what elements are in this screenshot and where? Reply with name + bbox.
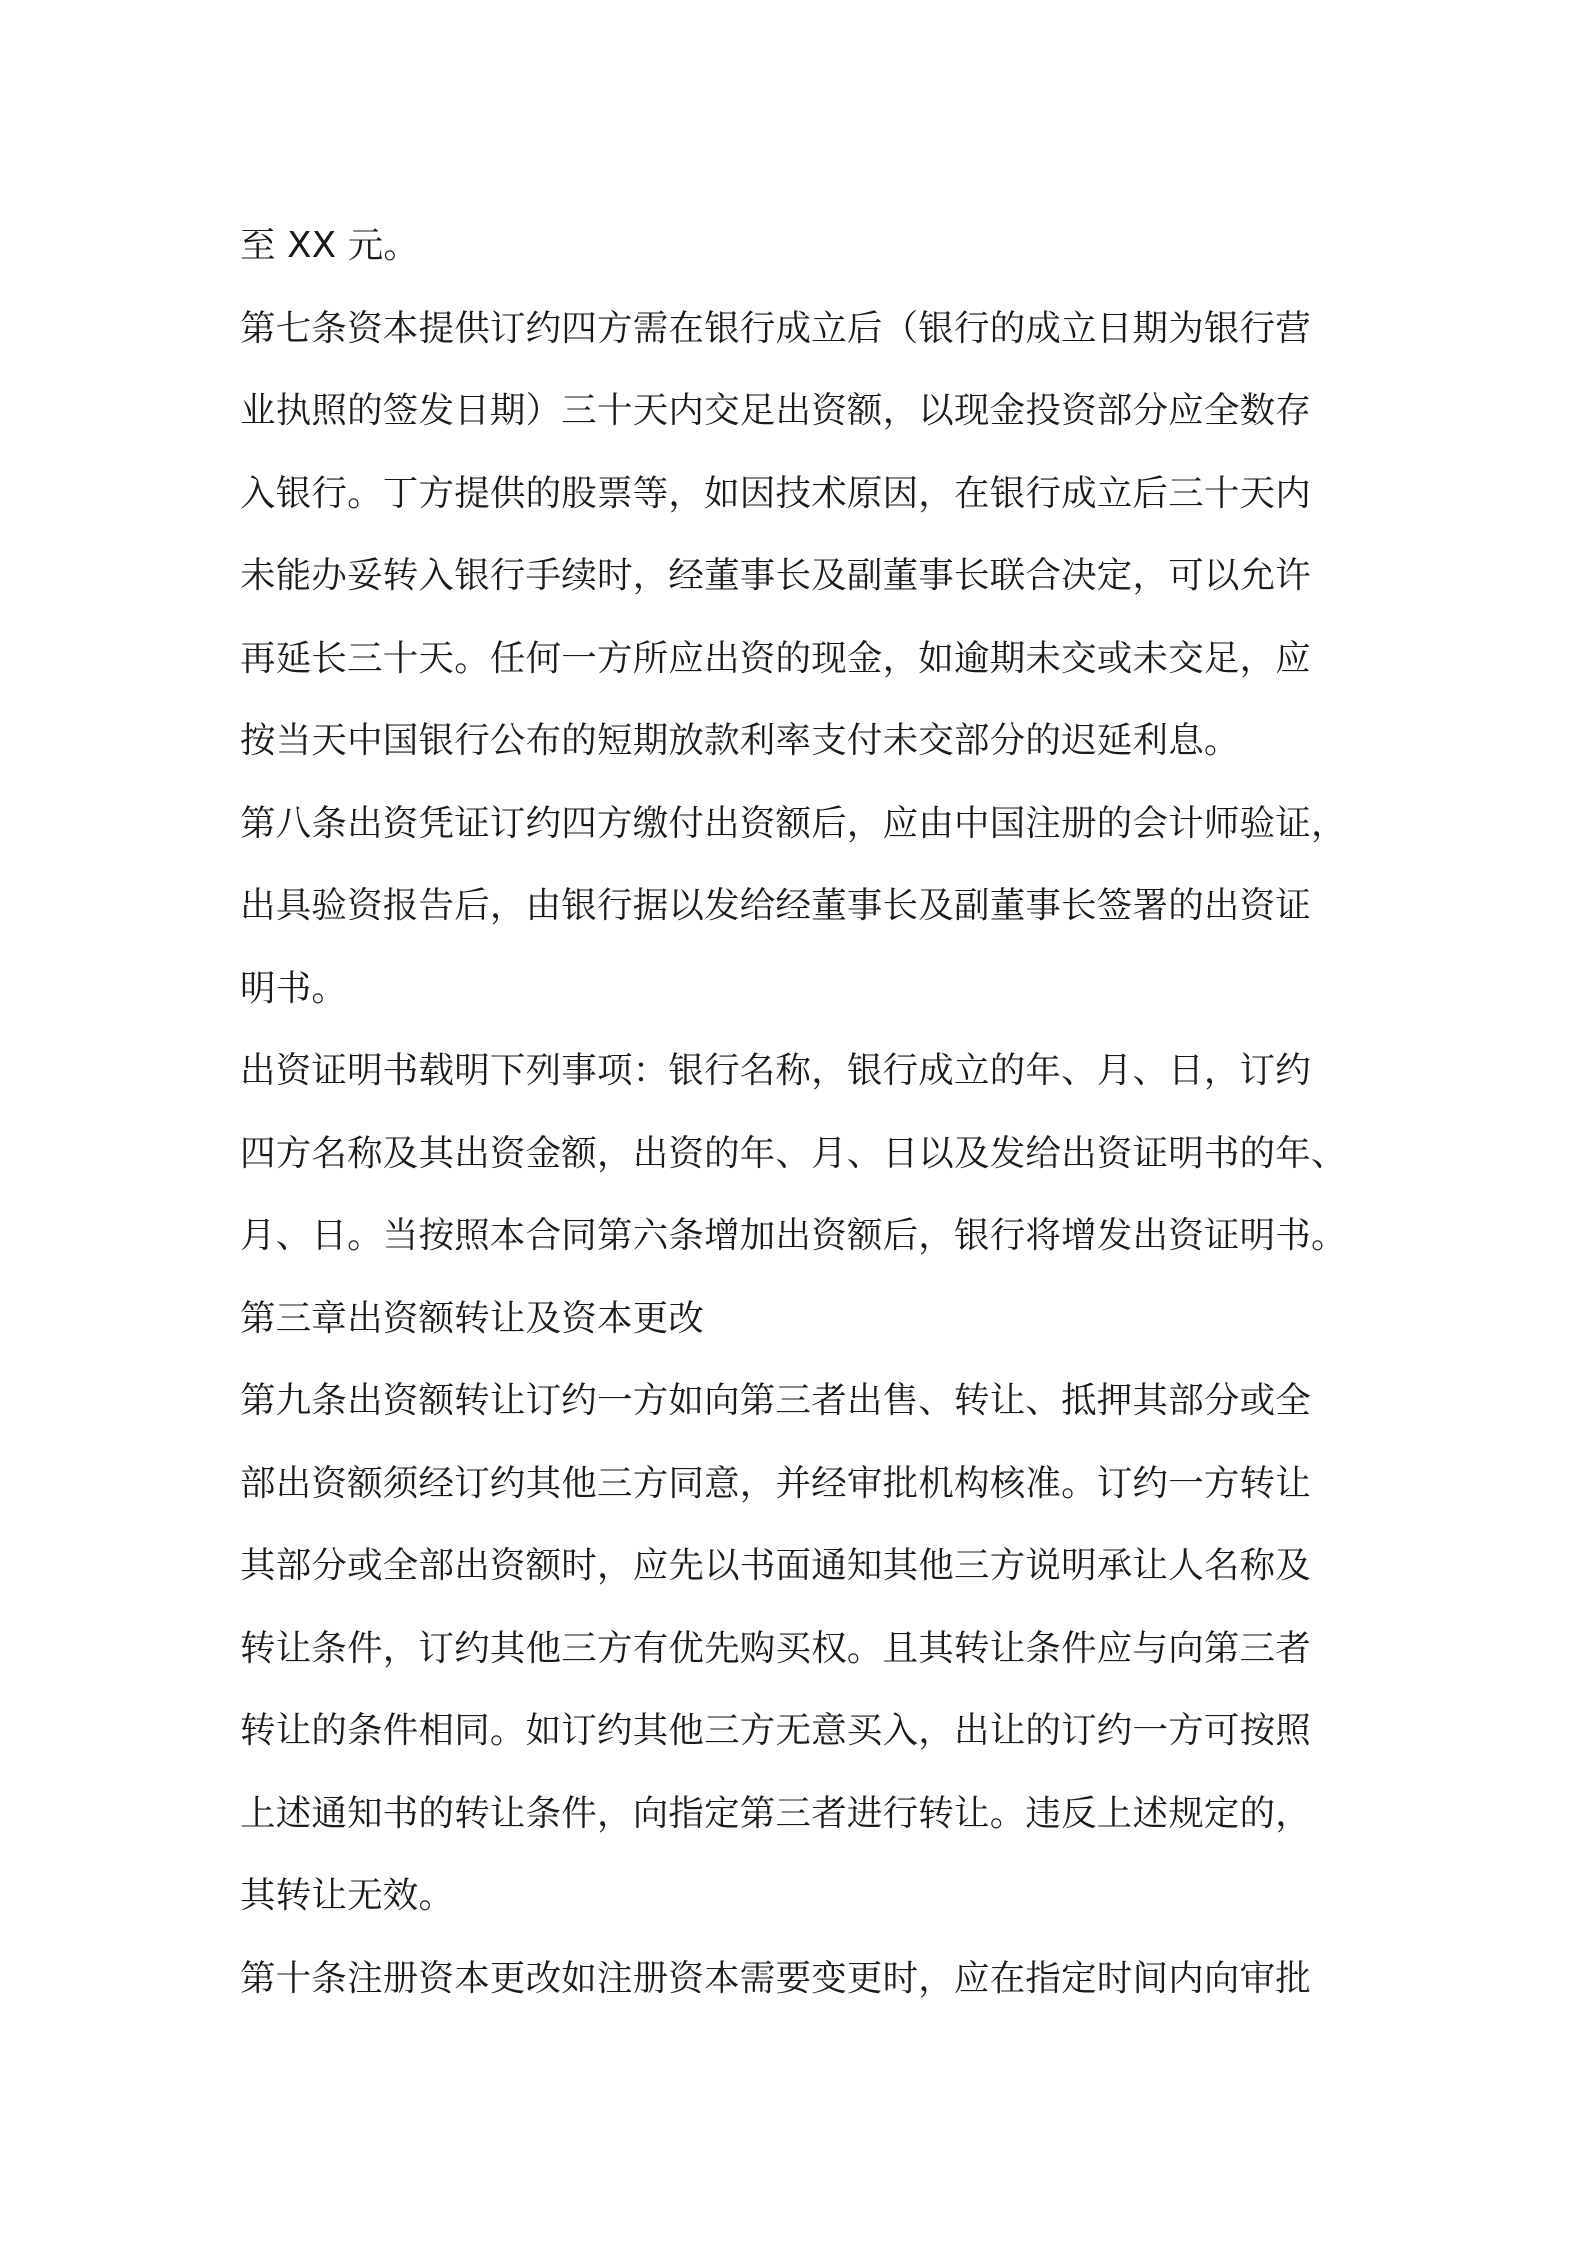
text-line: 出资证明书载明下列事项：银行名称，银行成立的年、月、日，订约 bbox=[240, 1050, 1312, 1091]
text-line: 月、日。当按照本合同第六条增加出资额后，银行将增发出资证明书。 bbox=[240, 1215, 1347, 1256]
text-line: 上述通知书的转让条件，向指定第三者进行转让。违反上述规定的， bbox=[240, 1792, 1312, 1834]
document-body bbox=[240, 205, 1370, 2020]
chapter-heading: 第三章出资额转让及资本更改 bbox=[240, 1297, 705, 1339]
text-line: 其部分或全部出资额时，应先以书面通知其他三方说明承让人名称及 bbox=[240, 1545, 1312, 1586]
text-line: 转让条件，订约其他三方有优先购买权。且其转让条件应与向第三者 bbox=[240, 1627, 1312, 1669]
text-line: 四方名称及其出资金额，出资的年、月、日以及发给出资证明书的年、 bbox=[240, 1132, 1347, 1174]
text-line: 部出资额须经订约其他三方同意，并经审批机构核准。订约一方转让 bbox=[240, 1462, 1312, 1504]
text-line: 再延长三十天。任何一方所应出资的现金，如逾期未交或未交足，应 bbox=[240, 637, 1312, 679]
text-line: 转让的条件相同。如订约其他三方无意买入，出让的订约一方可按照 bbox=[240, 1710, 1312, 1751]
text-line: 入银行。丁方提供的股票等，如因技术原因，在银行成立后三十天内 bbox=[240, 472, 1312, 514]
text-line: 第八条出资凭证订约四方缴付出资额后，应由中国注册的会计师验证， bbox=[240, 802, 1347, 844]
text-line: 未能办妥转入银行手续时，经董事长及副董事长联合决定，可以允许 bbox=[240, 555, 1312, 596]
text-line: 出具验资报告后，由银行据以发给经董事长及副董事长签署的出资证 bbox=[240, 885, 1312, 926]
text-line: 按当天中国银行公布的短期放款利率支付未交部分的迟延利息。 bbox=[240, 720, 1240, 761]
text-line: 业执照的签发日期）三十天内交足出资额，以现金投资部分应全数存 bbox=[240, 390, 1312, 431]
text-line: 其转让无效。 bbox=[240, 1875, 455, 1916]
text-line: 至 XX 元。 bbox=[240, 225, 420, 266]
text-line: 第十条注册资本更改如注册资本需要变更时，应在指定时间内向审批 bbox=[240, 1957, 1312, 1999]
text-line: 第九条出资额转让订约一方如向第三者出售、转让、抵押其部分或全 bbox=[240, 1380, 1312, 1421]
text-line: 第七条资本提供订约四方需在银行成立后（银行的成立日期为银行营 bbox=[240, 307, 1312, 349]
text-line: 明书。 bbox=[240, 967, 348, 1009]
